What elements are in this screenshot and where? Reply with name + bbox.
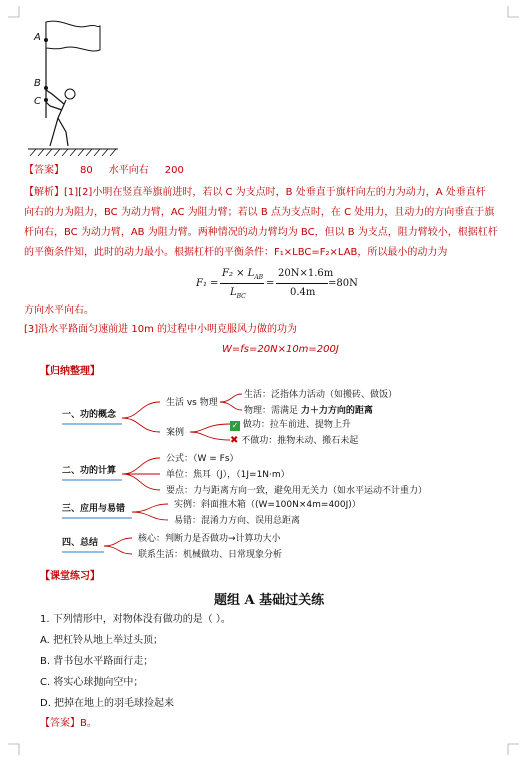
point-label-b: B [34,78,41,89]
cross-icon: ✖ [230,435,239,446]
corner-mark-bottom-right [507,743,519,755]
analysis-line-1: 【解析】[1][2]小明在竖直举旗前进时，若以 C 为支点时，B 处垂直于旗杆向左的力为动力，A 处垂直杆 [24,187,486,198]
mm-node-2c: 要点：力与距离方向一致，避免用无关力（如水平运动不计重力） [166,486,428,496]
corner-mark-top-left [8,6,20,18]
analysis-line-7: W=fs=20N×10m=200J [222,344,339,355]
corner-mark-top-right [507,6,519,18]
mm-node-2a: 公式：（W = Fs） [166,454,239,464]
group-title: 题组 A 基础过关练 [214,593,325,608]
question-stem: 1. 下列情形中，对物体没有做功的是（ ）。 [40,614,231,625]
formula-num2: 20N×1.6m [278,268,334,279]
answer-value-3: 200 [164,165,184,176]
formula-den1: $L_{BC}$ [230,287,246,300]
mm-node-1b2: ✖ 不做功：推物未动、搬石未起 [230,435,359,446]
option-b: B. 背书包水平路面行走； [40,656,154,667]
analysis-line-2: 向右的力为阻力，BC 为动力臂，AC 为阻力臂；若以 B 点为支点时，在 C 处用力，且动力的方向垂直于旗 [24,207,495,218]
mm-node-2b: 单位：焦耳（J），（1J=1N·m） [166,470,290,480]
mm-node-3: 三、应用与易错 [62,504,126,514]
answer2-tag: 【答案】 [40,718,80,729]
mm-node-3b: 易错：混淆力方向、误用总距离 [174,516,301,526]
mm-node-3a: 实例：斜面推木箱（(W=100N×4m=400J)） [174,500,361,510]
point-label-a: A [34,32,41,43]
analysis-line-4: 的平衡条件知，此时的动力最小。根据杠杆的平衡条件：F₁×LBC=F₂×LAB，所以最小的动力为 [24,247,448,258]
analysis-line-5: 方向水平向右。 [24,305,94,316]
check-icon: ✓ [231,421,239,430]
answer2-value: B。 [80,718,97,729]
answer-value-2: 水平向右 [108,165,149,176]
practice-tag: 【课堂练习】 [40,571,100,582]
formula-result: =80N [328,278,358,289]
mm-node-1a2: 物理：需满足 力＋力方向的距离 [244,406,373,416]
analysis-line-6: [3]沿水平路面匀速前进 10m 的过程中小明克服风力做的功为 [24,324,297,335]
mm-node-4: 四、总结 [62,538,99,548]
formula-num1: $F_2 \times L_{AB}$ [222,268,264,281]
flag-figure [28,18,148,162]
answer-line-2 [40,716,97,732]
mm-node-1b: 案例 [166,428,185,438]
answer-line-1 [24,163,184,179]
analysis-line-3: 杆向右，BC 为动力臂，AB 为阻力臂。两种情况的动力臂均为 BC，但以 B 为支点，阻力臂较小，根据杠杆 [24,227,498,238]
answer-value-1: 80 [80,165,93,176]
mm-node-1a1: 生活：泛指体力活动（如搬砖、做饭） [244,390,398,400]
mm-node-4b: 联系生活：机械做功、日常现象分析 [138,550,283,560]
formula: F₁ = $F_2 \times L_{AB}$ $L_{BC}$ = 20N×1.6m 0.4m =80N [196,268,358,300]
flag-drawing [28,18,148,158]
mm-node-1b1: ✓ 做功：拉车前进、提物上升 [231,420,351,430]
mm-node-4a: 核心：判断力是否做功→计算功大小 [138,534,281,544]
summary-tag: 【归纳整理】 [40,366,100,377]
corner-mark-bottom-left [8,743,20,755]
formula-den2: 0.4m [290,287,316,298]
mm-node-1a: 生活 vs 物理 [166,398,218,408]
mm-node-1: 一、功的概念 [62,410,117,420]
option-a: A. 把杠铃从地上举过头顶； [40,635,164,646]
formula-lhs: F₁ [196,278,207,289]
point-label-c: C [34,96,41,107]
option-d: D. 把掉在地上的羽毛球捡起来 [40,698,175,709]
option-c: C. 将实心球抛向空中； [40,677,144,688]
mm-node-2: 二、功的计算 [62,466,117,476]
answer-tag: 【答案】 [24,165,64,176]
